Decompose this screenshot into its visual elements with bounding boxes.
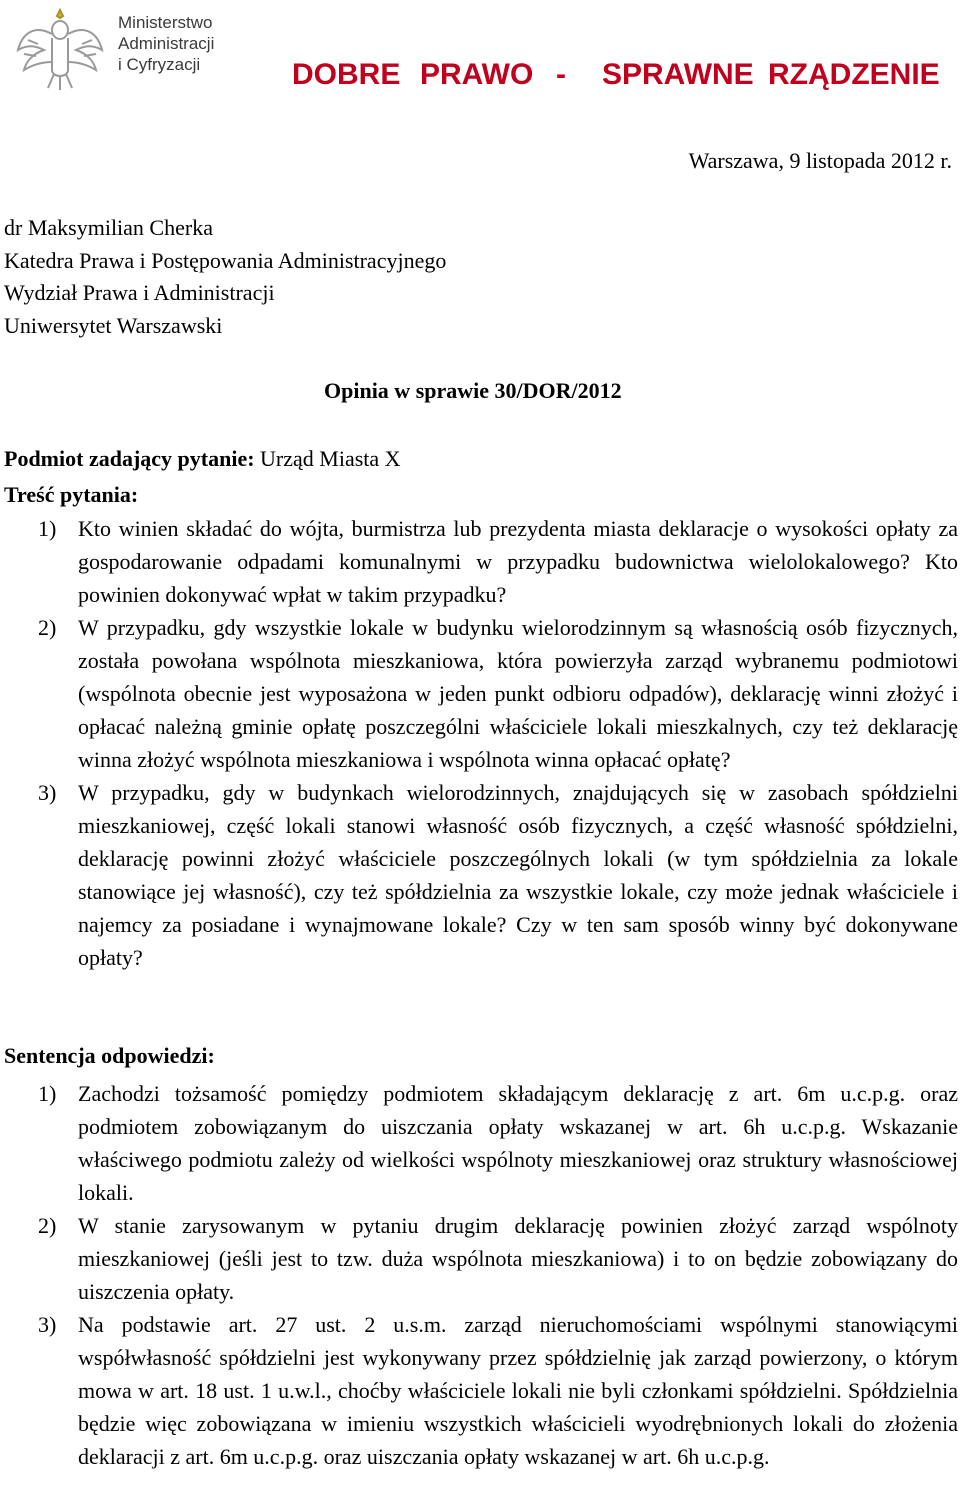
answer-list bbox=[4, 1077, 958, 1473]
slogan-word: PRAWO bbox=[420, 58, 534, 91]
address-line: Wydział Prawa i Administracji bbox=[4, 280, 275, 305]
item-text: W przypadku, gdy wszystkie lokale w budynku wielorodzinnym są własnością osób fizycznych, została powołana wspólnota mieszkaniowa, która powierzyła zarząd wybranemu podmiotowi (wspólnota obecnie jest wyposażona w jeden punkt odbioru odpadów), deklarację winni złożyć i opłacać należną gminie opłatę poszczególni właściciele lokali mieszkalnych, czy też deklarację winna złożyć wspólnota mieszkaniowa i wspólnota winna opłacać opłatę? bbox=[78, 615, 958, 772]
question-label: Treść pytania: bbox=[4, 482, 139, 507]
subject-label: Podmiot zadający pytanie: bbox=[4, 446, 255, 471]
item-number: 1) bbox=[38, 516, 57, 541]
recipient-address bbox=[4, 212, 446, 342]
letterhead bbox=[0, 0, 960, 100]
item-number: 2) bbox=[38, 615, 57, 640]
list-item bbox=[4, 1077, 958, 1209]
slogan-word: DOBRE bbox=[292, 58, 401, 91]
item-text: Na podstawie art. 27 ust. 2 u.s.m. zarząd nieruchomościami wspólnymi stanowiącymi współwłasność spółdzielni jest wykonywany przez spółdzielnię jak zarząd powierzony, o którym mowa w art. 18 ust. 1 u.w.l., choćby właściciele lokali nie byli członkami spółdzielni. Spółdzielnia będzie więc zobowiązana w imieniu wszystkich właścicieli wyodrębnionych lokali do złożenia deklaracji z art. 6m u.c.p.g. oraz uiszczania opłaty wskazanej w art. 6h u.c.p.g. bbox=[78, 1312, 958, 1469]
ministry-name bbox=[118, 12, 214, 75]
item-text: W stanie zarysowanym w pytaniu drugim deklarację powinien złożyć zarząd wspólnoty mieszkaniowej (jeśli jest to tzw. duża wspólnota mieszkaniowa) i to on będzie zobowiązany do uiszczenia opłaty. bbox=[78, 1213, 958, 1304]
list-item bbox=[4, 1308, 958, 1473]
list-item bbox=[4, 776, 958, 974]
address-line: dr Maksymilian Cherka bbox=[4, 215, 213, 240]
item-number: 3) bbox=[38, 1312, 57, 1337]
subject-value: Urząd Miasta X bbox=[254, 446, 401, 471]
ministry-line: Ministerstwo bbox=[118, 13, 213, 32]
question-list bbox=[4, 512, 958, 974]
item-text: W przypadku, gdy w budynkach wielorodzinnych, znajdujących się w zasobach spółdzielni mieszkaniowej, część lokali stanowi własność osób fizycznych, a część własność spółdzielni, deklarację powinni złożyć właściciele poszczególnych lokali (w tym spółdzielnia za lokale stanowiące jej własność), czy też spółdzielnia za wszystkie lokale, czy może jednak właściciele i najemcy za posiadane i wynajmowane lokale? Czy w ten sam sposób winny być dokonywane opłaty? bbox=[78, 780, 958, 970]
ministry-line: Administracji bbox=[118, 34, 215, 53]
list-item bbox=[4, 512, 958, 611]
slogan-dash: - bbox=[556, 58, 566, 91]
address-line: Uniwersytet Warszawski bbox=[4, 312, 223, 338]
item-number: 2) bbox=[38, 1213, 57, 1238]
answer-heading bbox=[4, 1043, 958, 1069]
slogan-word: SPRAWNE bbox=[602, 58, 754, 91]
document-date: Warszawa, 9 listopada 2012 r. bbox=[688, 148, 952, 173]
item-text: Zachodzi tożsamość pomiędzy podmiotem składającym deklarację z art. 6m u.c.p.g. oraz podmiotem zobowiązanym do uiszczania opłaty wskazanej w art. 6h u.c.p.g. Wskazanie właściwego podmiotu zależy od wielkości wspólnoty mieszkaniowej oraz struktury własnościowej lokali. bbox=[78, 1081, 958, 1205]
slogan-word: RZĄDZENIE bbox=[768, 58, 940, 91]
item-number: 1) bbox=[38, 1081, 57, 1106]
document-title: Opinia w sprawie 30/DOR/2012 bbox=[324, 378, 622, 403]
item-number: 3) bbox=[38, 780, 57, 805]
ministry-line: i Cyfryzacji bbox=[118, 55, 201, 74]
subject-line bbox=[4, 446, 958, 472]
list-item bbox=[4, 611, 958, 776]
address-line: Katedra Prawa i Postępowania Administracyjnego bbox=[4, 247, 447, 273]
question-heading bbox=[4, 478, 958, 511]
answer-label: Sentencja odpowiedzi: bbox=[4, 1043, 215, 1068]
list-item bbox=[4, 1209, 958, 1308]
eagle-emblem-icon bbox=[14, 4, 106, 92]
item-text: Kto winien składać do wójta, burmistrza lub prezydenta miasta deklaracje o wysokości opłaty za gospodarowanie odpadami komunalnymi w przypadku budownictwa wielolokalowego? Kto powinien dokonywać wpłat w takim przypadku? bbox=[78, 516, 958, 607]
